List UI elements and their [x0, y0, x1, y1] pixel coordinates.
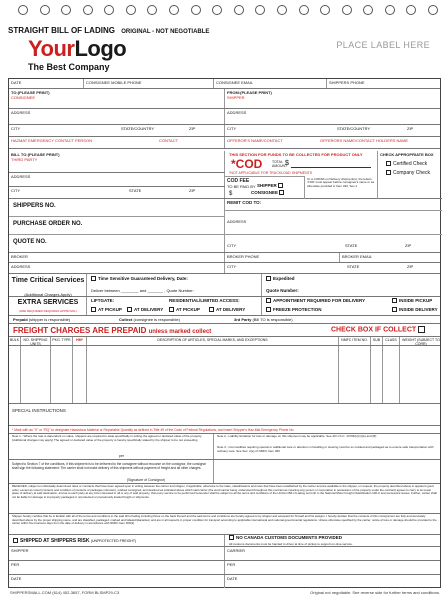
- consignee-city-label: CITY: [11, 126, 21, 131]
- hazmat-contact-sub-label: CONTACT: [159, 138, 179, 143]
- collect-checkbox-group: [331, 326, 427, 333]
- deliver-between-label: Deliver between: [91, 288, 120, 293]
- sub-column[interactable]: [371, 346, 383, 403]
- customs-note: All customs documents must be handed to driver at time of pickup to support on-time service.: [229, 542, 353, 546]
- unless-collect-text: unless marked collect: [148, 329, 212, 335]
- class-column[interactable]: [383, 346, 400, 403]
- expedited-cell: [262, 274, 442, 296]
- po-no-field[interactable]: [9, 217, 225, 235]
- shipper-per-label: PER: [11, 562, 20, 567]
- carrier-per-field[interactable]: [225, 561, 442, 574]
- hazmat-contact-field[interactable]: [9, 137, 225, 148]
- quote-no-field[interactable]: [9, 235, 225, 253]
- note2-note3-cell: [214, 434, 442, 459]
- binder-hole: [126, 5, 136, 15]
- received-terms: [9, 484, 440, 514]
- billto-city-row: [9, 187, 225, 199]
- special-instructions-label: SPECIAL INSTRUCTIONS: [12, 408, 66, 413]
- shippers-risk-checkbox[interactable]: [13, 538, 18, 543]
- inside-delivery-label: INSIDE DELIVERY: [399, 307, 438, 312]
- document-footer: [10, 590, 440, 595]
- shipper-date-field[interactable]: [9, 575, 225, 588]
- shipper-state-label: STATE/COUNTRY: [337, 126, 371, 131]
- binder-hole: [83, 5, 93, 15]
- binder-hole: [147, 5, 157, 15]
- residential-label: RESIDENTIAL/LIMITED ACCESS:: [169, 298, 240, 303]
- check-type-title: CHECK APPROPRIATE BOX: [380, 152, 434, 157]
- remit-address-label: ADDRESS: [227, 219, 247, 224]
- remit-cod-label: REMIT COD TO:: [227, 200, 262, 205]
- shippers-risk-cell: [9, 535, 225, 546]
- binder-hole: [299, 5, 309, 15]
- signature-row-1: [9, 547, 440, 561]
- inside-delivery-checkbox[interactable]: [392, 307, 397, 312]
- consignee-mobile-label: CONSIGNEE MOBILE PHONE: [86, 80, 142, 85]
- binder-hole: [18, 5, 28, 15]
- residential-delivery-label: AT DELIVERY: [216, 307, 246, 312]
- to-label: TO:(PLEASE PRINT): [11, 90, 50, 95]
- remit-state-label: STATE: [345, 243, 358, 248]
- liftgate-pickup-checkbox[interactable]: [91, 307, 96, 312]
- company-check-checkbox[interactable]: [386, 170, 391, 175]
- cod-fee-label: COD FEE: [227, 178, 250, 184]
- inside-pickup-label: INSIDE PICKUP: [399, 298, 433, 303]
- remit-zip-label: ZIP: [405, 243, 412, 248]
- col-pkg-type: PKG. TYPE: [51, 337, 73, 345]
- appointment-label: APPOINTMENT REQUIRED FOR DELIVERY: [273, 298, 366, 303]
- logo-red-part: Your: [28, 36, 75, 61]
- consignee-mobile-field[interactable]: [84, 79, 214, 88]
- tc-quote-number-label: Quote Number:: [266, 288, 299, 293]
- shipper-zip-label: ZIP: [407, 126, 414, 131]
- guaranteed-delivery-label: Time Sensitive Guaranteed Delivery, Date:: [98, 276, 188, 281]
- guaranteed-delivery-checkbox[interactable]: [91, 276, 96, 281]
- cod-section-note: THIS SECTION FOR FUNDS TO BE COLLECTED FOR PRODUCT ONLY: [229, 152, 363, 157]
- footer-form-code: SHIPPERSMALL.COM (614) 452-3657, FORM BLSMP29-C3: [10, 590, 120, 595]
- shipper-signature-field[interactable]: [9, 547, 225, 560]
- offeror-holder-label: OFFERORS NAME/CONTACT HOLDERS NAME: [320, 138, 409, 143]
- col-nmfc: NMFC ITEM NO.: [339, 337, 371, 345]
- bill-of-lading-form: [8, 78, 441, 588]
- quote-no-label: QUOTE NO.: [13, 239, 47, 245]
- col-class: CLASS: [383, 337, 400, 345]
- extra-services-sub: (ARE REQUIRED REQUIRES APPROVAL): [19, 309, 77, 313]
- to-from-name-row: [9, 89, 440, 109]
- carrier-date-field[interactable]: [225, 575, 442, 588]
- broker-city-field[interactable]: [225, 263, 442, 273]
- unprotected-label: (UNPROTECTED FREIGHT): [90, 539, 137, 543]
- col-hazmat: HM*: [73, 337, 87, 345]
- broker-city-label: CITY: [227, 264, 237, 269]
- binder-hole: [61, 5, 71, 15]
- billto-label: BILL TO:(PLEASE PRINT): [11, 152, 60, 157]
- date-field[interactable]: [9, 79, 84, 88]
- received-text: RECEIVED, subject to individually determined rates or contracts that have been agreed upon in writing between the carrier and shipper, if applicable, otherwise to the rates, classifications and rules that have been established by the carrier and are available to the shipper, on request; the property described above in apparent good order, except as noted (contents and condition of contents of packages unknown), marked consigned, and destined as indicated above which said carrier (the word carrier being understood throughout this contract as meaning any person or corporation in possession of the property under the contract) agrees to carry to its usual place of delivery at said destination, and as to each party at any time interested in all or any of said property, that every service to be performed hereunder shall be subject to all the terms and conditions of the Uniform Bill of Lading set forth in the National Motor Freight Classification 100-X and successive issues. Further, carrier shall not be liable for damage to improperly packaged or unprotected or precariously loaded freight or shipments.: [12, 484, 437, 499]
- binder-hole: [363, 5, 373, 15]
- liftgate-label: LIFTGATE:: [91, 298, 115, 303]
- cod-currency: $: [285, 160, 289, 167]
- time-critical-title: Time Critical Services: [11, 277, 85, 284]
- special-instructions-field[interactable]: [9, 404, 440, 426]
- place-label-here: PLACE LABEL HERE: [336, 40, 430, 50]
- binder-hole: [320, 5, 330, 15]
- col-shipping-units: NO. SHIPPING UNITS: [21, 337, 51, 345]
- note1-text: Note 1 - Where the rate is dependent on value, shippers are required to state specifically in writing the agreed or declared value of the property. (Additional charges may apply) The agreed or declared value of the property is hereby specifically stated by the shipper to be not exceeding: [12, 434, 203, 442]
- cod-label: *COD: [231, 157, 263, 171]
- cod-amount-label: AMOUNT: [272, 164, 288, 168]
- binder-hole: [342, 5, 352, 15]
- broker-zip-label: ZIP: [407, 264, 414, 269]
- binder-holes: [18, 5, 438, 19]
- col-description: DESCRIPTION OF ARTICLES, SPECIAL MARKS, AND EXCEPTIONS: [87, 337, 339, 345]
- third-party-label: THIRD PARTY: [11, 157, 38, 162]
- extra-services-title-cell: [9, 297, 87, 315]
- col-bulk: BULK: [9, 337, 21, 345]
- col-sub: SUB: [371, 337, 383, 345]
- binder-hole: [169, 5, 179, 15]
- residential-pickup-label: AT PICKUP: [176, 307, 200, 312]
- pkg-column[interactable]: [51, 346, 73, 403]
- extra-services-section: [9, 297, 440, 316]
- cod-fee-shipper-checkbox[interactable]: [278, 183, 283, 188]
- guaranteed-delivery-cell: Time Sensitive Guaranteed Delivery, Date: Deliver between ________ and _______ , Quote Number:: [87, 274, 262, 296]
- expedited-label: Expedited: [273, 276, 295, 281]
- shipper-city-label: CITY: [227, 126, 237, 131]
- to-from-address-row: [9, 109, 440, 125]
- binder-hole: [255, 5, 265, 15]
- collect-checkbox[interactable]: [418, 326, 425, 333]
- hazmat-contact-label: HAZMAT EMERGENCY CONTACT PERSON: [11, 138, 92, 143]
- shipper-address-label: ADDRESS: [227, 110, 247, 115]
- col-weight: WEIGHT (SUBJECT TO CORR): [402, 338, 440, 346]
- inside-pickup-checkbox[interactable]: [392, 298, 397, 303]
- tc-quote-number-inline: Quote Number:: [166, 288, 194, 293]
- note2-text: Note 2 - Liability limitation for loss or damage on this shipment may be applicable. See 49 U.S.C. 14706(c)(1)(A) and (B): [217, 434, 377, 438]
- bulk-column[interactable]: [9, 346, 21, 403]
- binder-hole: [191, 5, 201, 15]
- document-header: [8, 26, 440, 78]
- section7-row: [9, 460, 440, 484]
- cod-not-applicable-note: *NOT APPLICABLE FOR TRUCKLOAD SHIPMENTS: [229, 171, 313, 175]
- freeze-protection-label: FREEZE PROTECTION: [273, 307, 322, 312]
- to-from-city-row: [9, 125, 440, 137]
- remit-cod-field[interactable]: [225, 199, 442, 211]
- binder-hole: [406, 5, 416, 15]
- consignee-email-label: CONSIGNEE EMAIL: [216, 80, 254, 85]
- carrier-date-label: DATE: [227, 576, 238, 581]
- liftgate-delivery-checkbox[interactable]: [127, 307, 132, 312]
- signature-row-3: [9, 575, 440, 588]
- company-check-label: Company Check: [393, 170, 430, 176]
- binder-hole: [40, 5, 50, 15]
- cod-fee-shipper-label: SHIPPER: [257, 183, 277, 188]
- cod-fee-consignee-label: CONSIGNEE: [251, 190, 279, 195]
- cod-fee-box: [225, 176, 305, 199]
- shipper-address-field[interactable]: [225, 109, 442, 124]
- extra-services-title: EXTRA SERVICES: [17, 299, 79, 306]
- liftgate-delivery-label: AT DELIVERY: [134, 307, 164, 312]
- liftgate-pickup-label: AT PICKUP: [98, 307, 122, 312]
- binder-hole: [385, 5, 395, 15]
- shipper-name-field[interactable]: [225, 89, 442, 108]
- consignee-address-field[interactable]: [9, 109, 225, 124]
- section7-text: Subject to Section 7 of the conditions, if this shipment is to be delivered to the consignee without recourse on the consignor, the consignor shall sign the following statement: The carrier shall not make delivery of this shipment without payment of freight and all other charges.: [12, 462, 207, 470]
- consignee-city-field[interactable]: [9, 125, 225, 136]
- signature-row-2: [9, 561, 440, 575]
- broker-row: [9, 253, 440, 263]
- freight-charges-row: [9, 324, 440, 337]
- hazmat-note: * Mark with an "X" or "RQ" to designate Hazardous Material or Reportable Quantity as defined in Title 49 of the Code of Federal Regulations; and insert Shipper's Haz-Mat Emergency Phone No.: [12, 428, 295, 432]
- cod-total-label: TOTAL: [272, 160, 283, 164]
- offeror-contact-field[interactable]: [225, 137, 442, 148]
- broker-address-label: ADDRESS: [11, 264, 31, 269]
- footer-note: Original not negotiable. See reverse side for further terms and conditions.: [310, 590, 440, 595]
- from-label: FROM:(PLEASE PRINT): [227, 90, 272, 95]
- check-type-box: [377, 151, 442, 199]
- consignor-signature-label: (Signature of Consignor): [127, 478, 166, 482]
- broker-field[interactable]: [9, 253, 225, 262]
- reference-section: [9, 199, 440, 253]
- logo-dark-part: Logo: [74, 36, 127, 61]
- notes-section: [9, 434, 440, 460]
- certified-check-checkbox[interactable]: [386, 161, 391, 166]
- canada-customs-cell: [225, 535, 442, 546]
- company-logo: [28, 36, 126, 62]
- freight-prepaid-banner: [13, 326, 211, 335]
- shipper-per-field[interactable]: [9, 561, 225, 574]
- consignee-address-label: ADDRESS: [11, 110, 31, 115]
- appointment-checkbox[interactable]: [266, 298, 271, 303]
- remit-address-field[interactable]: [225, 211, 442, 235]
- shipper-phone-field[interactable]: [327, 79, 442, 88]
- billto-address-field[interactable]: [9, 173, 225, 186]
- collect-sub: (consignee is responsible): [133, 317, 180, 322]
- billto-address-label: ADDRESS: [11, 174, 31, 179]
- third-party-terms-label: 3rd Party: [234, 317, 252, 322]
- broker-address-field[interactable]: [9, 263, 225, 273]
- liftgate-residential-cell: [87, 297, 262, 315]
- note3-text: Note 3 - Commodities requiring special or additional care or attention in handling or stowing must be so marked and packaged as to ensure safe transportation with ordinary care. See Sec. 2(e) of NMFC Item 360: [217, 445, 434, 453]
- po-no-label: PURCHASE ORDER NO.: [13, 221, 83, 227]
- consignee-email-field[interactable]: [214, 79, 327, 88]
- billto-city-field[interactable]: [9, 187, 225, 198]
- title-text: STRAIGHT BILL OF LADING: [8, 26, 115, 35]
- certified-check-label: Certified Check: [393, 161, 428, 167]
- hazmat-offeror-row: [9, 137, 440, 149]
- binder-hole: [234, 5, 244, 15]
- cod-fee-consignee-checkbox[interactable]: [279, 190, 284, 195]
- shippers-no-field[interactable]: [9, 199, 225, 217]
- cod-amount-line[interactable]: [291, 167, 371, 168]
- consignee-zip-label: ZIP: [189, 126, 196, 131]
- prepaid-sub: (shipper is responsible): [28, 317, 71, 322]
- cod-fee-currency: $: [229, 191, 233, 197]
- time-critical-title-cell: [9, 274, 87, 296]
- no-canada-customs-checkbox[interactable]: [229, 535, 234, 540]
- broker-email-field[interactable]: [340, 253, 442, 262]
- bottom-options-row: [9, 535, 440, 547]
- time-critical-sub: (Additional Charges Apply): [24, 292, 72, 297]
- binder-hole: [212, 5, 222, 15]
- residential-pickup-checkbox[interactable]: [169, 307, 174, 312]
- remit-city-label: CITY: [227, 243, 237, 248]
- cod-section: [225, 151, 442, 199]
- document-title: [8, 26, 209, 35]
- broker-state-label: STATE: [347, 264, 360, 269]
- contact-row: [9, 79, 440, 89]
- date-label: DATE: [11, 80, 22, 85]
- no-canada-customs-label: NO CANADA CUSTOMS DOCUMENTS PROVIDED: [236, 535, 343, 540]
- binder-hole: [428, 5, 438, 15]
- carrier-signature-field[interactable]: [225, 547, 442, 560]
- broker-phone-field[interactable]: [225, 253, 340, 262]
- freight-prepaid-text: FREIGHT CHARGES ARE PREPAID: [13, 326, 147, 335]
- shipper-certification: [9, 514, 440, 535]
- check-if-collect-label: CHECK BOX IF COLLECT: [331, 326, 417, 334]
- broker-phone-label: BROKER PHONE: [227, 254, 260, 259]
- prepaid-label: Prepaid: [13, 317, 28, 322]
- company-tagline: The Best Company: [28, 62, 110, 72]
- carrier-per-label: PER: [227, 562, 236, 567]
- note1-per-label: per: [119, 454, 125, 458]
- collect-label: Collect: [119, 317, 133, 322]
- broker-label: BROKER: [11, 254, 28, 259]
- units-column[interactable]: [21, 346, 51, 403]
- remit-city-field[interactable]: [225, 235, 442, 253]
- offeror-label: OFFEROR'S NAME/CONTACT: [227, 138, 283, 143]
- deliver-and-label: and: [139, 288, 147, 293]
- shipper-city-field[interactable]: [225, 125, 442, 136]
- consignee-sub-label: CONSIGNEE: [11, 95, 36, 100]
- shipper-sub-label: SHIPPER: [227, 95, 245, 100]
- certification-text: Shipper hereby certifies that he is familiar with all of the terms and conditions in the said bill of lading including those on the back thereof and the said terms and conditions are hereby agreed to by shipper and accepted for himself and his assigns. I hereby declare that the contents of this consignment are fully and accurately described above by the proper shipping name, and are classified, packaged, marked and labeled/placarded, and are in all respects in proper condition for transport according to applicable international and national governmental regulations. Unless otherwise specified by the carrier, notice of loss or damage should be provided to the carrier within five business days from the date of delivery in accordance with NMFC Item 300(3).: [12, 514, 437, 525]
- billto-zip-label: ZIP: [189, 188, 196, 193]
- binder-hole: [277, 5, 287, 15]
- items-table-header: [9, 337, 440, 346]
- broker-address-row: [9, 263, 440, 274]
- hazmat-note-row: [9, 426, 440, 434]
- hm-column[interactable]: [73, 346, 87, 403]
- billto-state-label: STATE: [129, 188, 142, 193]
- cod-fee-paid-by: TO BE PAID BY: [227, 184, 256, 189]
- description-column[interactable]: [87, 346, 339, 403]
- weight-column[interactable]: [400, 346, 442, 403]
- payment-terms-row: [9, 316, 440, 324]
- residential-delivery-checkbox[interactable]: [209, 307, 214, 312]
- consignee-name-field[interactable]: [9, 89, 225, 108]
- binder-hole: [104, 5, 114, 15]
- broker-email-label: BROKER EMAIL: [342, 254, 373, 259]
- shipper-sign-label: SHIPPER: [11, 548, 29, 553]
- freeze-protection-checkbox[interactable]: [266, 307, 271, 312]
- shipper-date-label: DATE: [11, 576, 22, 581]
- reference-numbers: [9, 199, 225, 252]
- billto-name-field[interactable]: [9, 151, 225, 173]
- remit-cod-section: [225, 199, 442, 252]
- appointment-cell: [262, 297, 442, 315]
- billto-address-row: [9, 173, 225, 187]
- carrier-sign-label: CARRIER: [227, 548, 246, 553]
- note1-cell: [9, 434, 214, 459]
- nmfc-column[interactable]: [339, 346, 371, 403]
- shippers-no-label: SHIPPERS NO.: [13, 203, 56, 209]
- third-party-terms-sub: (Bill TO is responsible): [252, 317, 293, 322]
- section7-cell: [9, 460, 214, 483]
- time-critical-section: [9, 274, 440, 297]
- items-table-body[interactable]: [9, 346, 440, 404]
- billto-city-label: CITY: [11, 188, 21, 193]
- cod-legal-note: Or a COD/Mt on Delivery shipment(s), the letters 'COD' must appear before consignee's name or as otherwise provided in Item 430, Sec.1: [307, 177, 375, 188]
- shippers-risk-label: SHIPPED AT SHIPPERS RISK: [20, 538, 90, 544]
- consignee-state-label: STATE/COUNTRY: [121, 126, 155, 131]
- title-subtitle: ORIGINAL - NOT NEGOTIABLE: [121, 29, 210, 35]
- expedited-checkbox[interactable]: [266, 276, 271, 281]
- shipper-phone-label: SHIPPERS PHONE: [329, 80, 365, 85]
